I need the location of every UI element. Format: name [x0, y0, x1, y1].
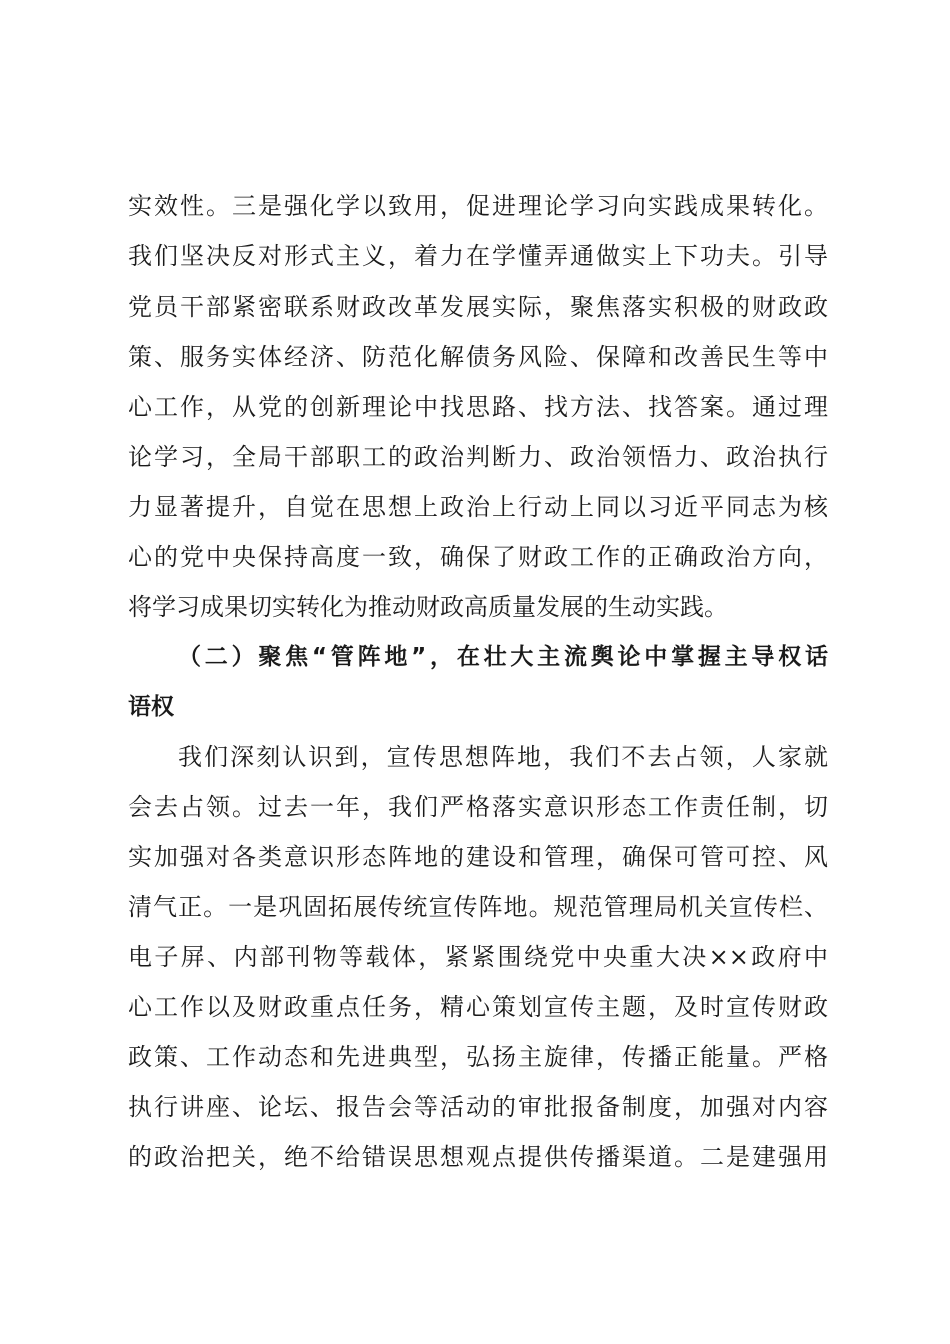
paragraph-2-line: 会去占领。过去一年，我们严格落实意识形态工作责任制，切	[128, 793, 828, 821]
paragraph-2-line: 我们深刻认识到，宣传思想阵地，我们不去占领，人家就	[178, 743, 828, 771]
section-heading: （二）聚焦“管阵地”，在壮大主流舆论中掌握主导权话	[178, 644, 828, 670]
paragraph-2-line: 的政治把关，绝不给错误思想观点提供传播渠道。二是建强用	[128, 1143, 828, 1171]
section-heading-continuation: 语权	[128, 694, 174, 720]
paragraph-1-line: 论学习，全局干部职工的政治判断力、政治领悟力、政治执行	[128, 443, 828, 471]
paragraph-2-line: 清气正。一是巩固拓展传统宣传阵地。规范管理局机关宣传栏、	[128, 893, 828, 921]
paragraph-2-line: 政策、工作动态和先进典型，弘扬主旋律，传播正能量。严格	[128, 1043, 828, 1071]
paragraph-1-line: 实效性。三是强化学以致用，促进理论学习向实践成果转化。	[128, 192, 828, 220]
paragraph-2-line: 电子屏、内部刊物等载体，紧紧围绕党中央重大决××政府中	[128, 943, 828, 971]
paragraph-1-line: 策、服务实体经济、防范化解债务风险、保障和改善民生等中	[128, 343, 828, 371]
paragraph-1-line: 我们坚决反对形式主义，着力在学懂弄通做实上下功夫。引导	[128, 242, 828, 270]
paragraph-1-line: 心的党中央保持高度一致，确保了财政工作的正确政治方向，	[128, 543, 828, 571]
paragraph-1-line: 力显著提升，自觉在思想上政治上行动上同以习近平同志为核	[128, 493, 828, 521]
paragraph-2-line: 实加强对各类意识形态阵地的建设和管理，确保可管可控、风	[128, 843, 828, 871]
paragraph-2-line: 心工作以及财政重点任务，精心策划宣传主题，及时宣传财政	[128, 993, 828, 1021]
paragraph-1-line: 党员干部紧密联系财政改革发展实际，聚焦落实积极的财政政	[128, 293, 828, 321]
paragraph-2-line: 执行讲座、论坛、报告会等活动的审批报备制度，加强对内容	[128, 1093, 828, 1121]
paragraph-1-line: 将学习成果切实转化为推动财政高质量发展的生动实践。	[128, 593, 728, 621]
paragraph-1-line: 心工作，从党的创新理论中找思路、找方法、找答案。通过理	[128, 393, 828, 421]
